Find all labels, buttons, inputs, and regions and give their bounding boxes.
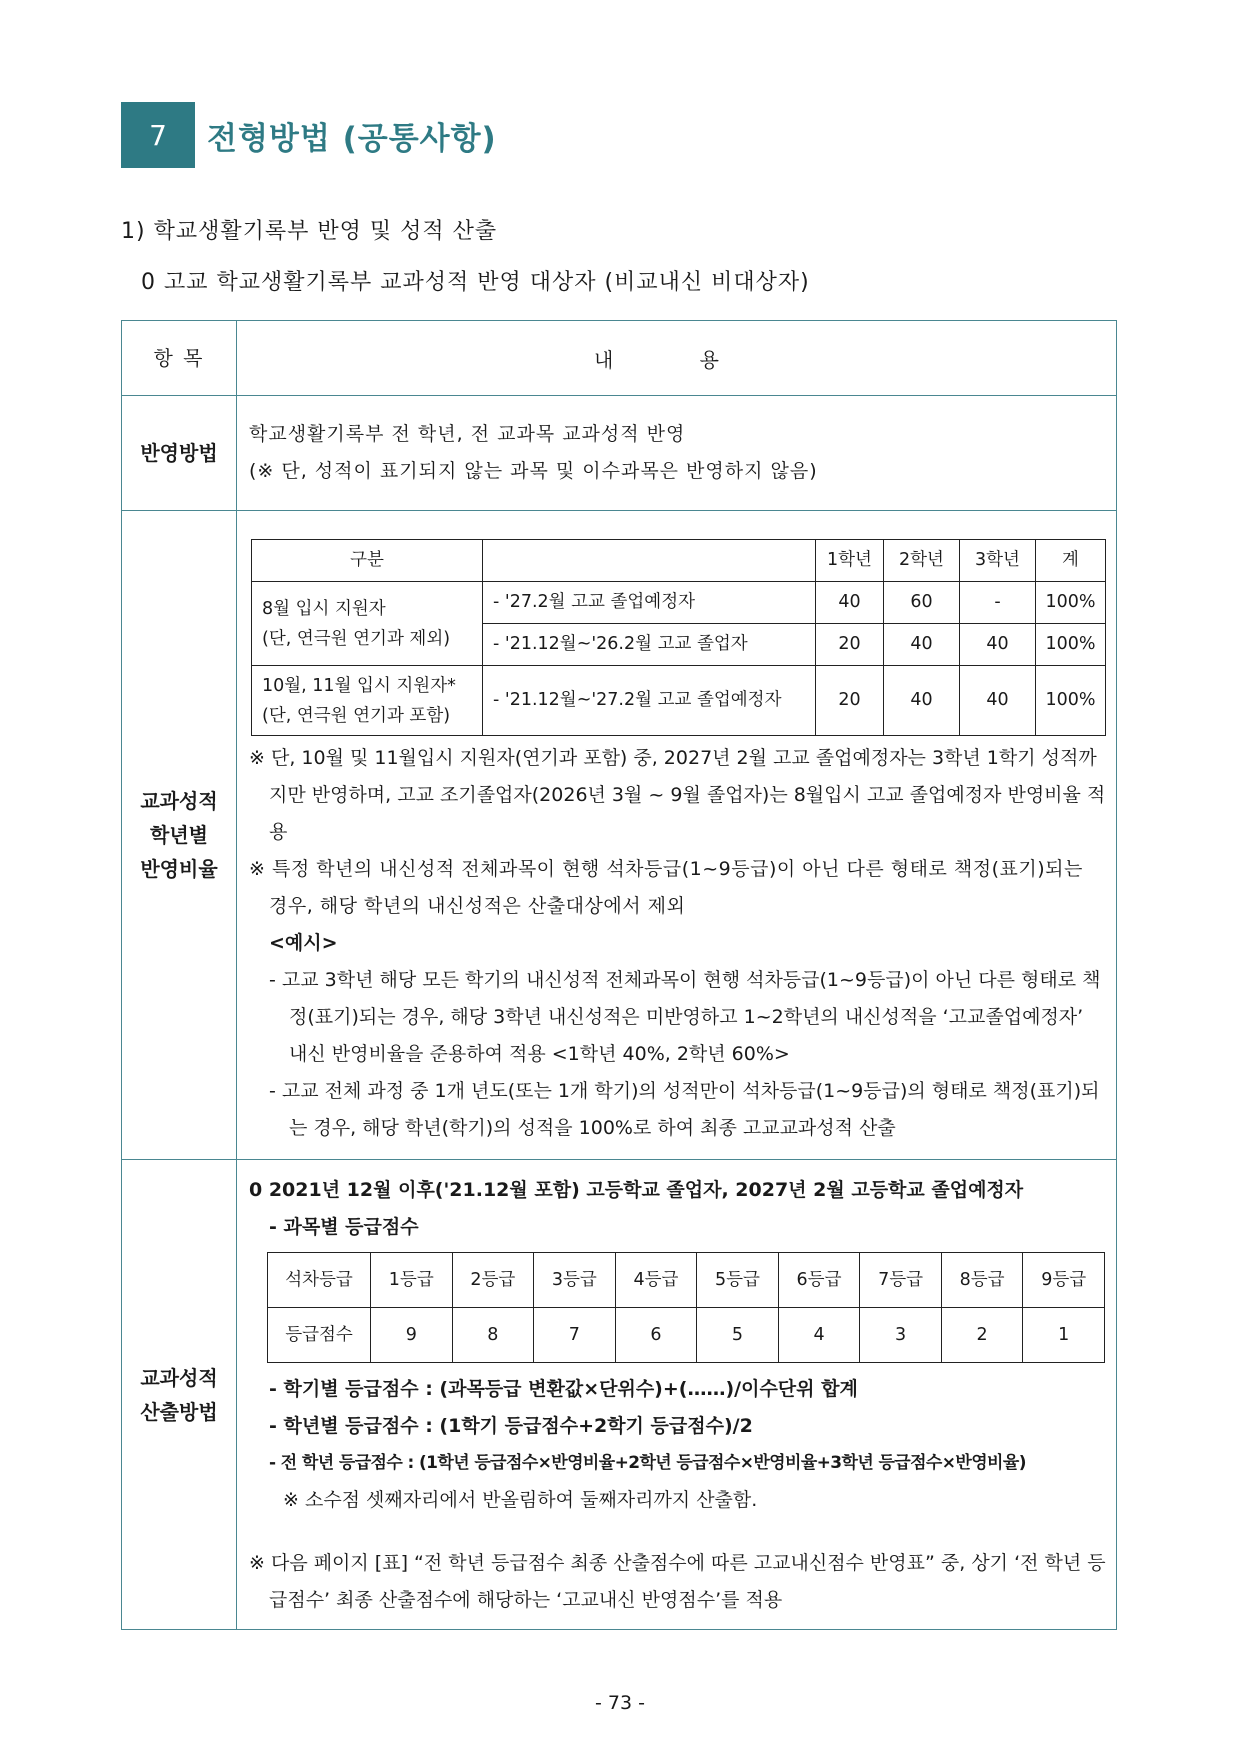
grade-cell: 1등급	[371, 1253, 453, 1308]
example-1: - 고교 3학년 해당 모든 학기의 내신성적 전체과목이 현행 석차등급(1~9등급)이 아닌 다른 형태로 책정(표기)되는 경우, 해당 3학년 내신성적은 미반영하고 1~2학년의 내신성적을 ‘고교졸업예정자’ 내신 반영비율을 준용하여 적용 <1학년 40%, 2학년 60%>	[269, 969, 1101, 1065]
calc-row	[122, 1160, 1117, 1630]
total-cell: 100%	[1036, 666, 1106, 736]
grade-cell: 3	[860, 1308, 942, 1363]
grade-cell: 4	[778, 1308, 860, 1363]
year3-cell: 40	[960, 666, 1036, 736]
grade-cell: 3등급	[534, 1253, 616, 1308]
grade-cell: 8등급	[941, 1253, 1023, 1308]
grade-cell: 등급점수	[268, 1308, 371, 1363]
ratio-label	[122, 511, 237, 1160]
inner-header-year3: 3학년	[960, 540, 1036, 582]
year3-cell: 40	[960, 624, 1036, 666]
heading-2: 0 고교 학교생활기록부 교과성적 반영 대상자 (비교내신 비대상자)	[141, 270, 810, 295]
calc-line1: 0 2021년 12월 이후('21.12월 포함) 고등학교 졸업자, 2027년 2월 고등학교 졸업예정자	[249, 1179, 1024, 1201]
method-content	[237, 396, 1117, 511]
grade-cell: 1	[1023, 1308, 1105, 1363]
grade-cell: 6등급	[778, 1253, 860, 1308]
calc-label	[122, 1160, 237, 1630]
target-cell: - '27.2월 고교 졸업예정자	[483, 582, 816, 624]
year1-cell: 20	[816, 624, 884, 666]
calc-label-1: 교과성적	[140, 1365, 218, 1390]
calc-line2: - 과목별 등급점수	[269, 1216, 419, 1238]
ratio-label-3: 반영비율	[140, 857, 218, 881]
grade-row-rank	[268, 1253, 1105, 1308]
ratio-inner-table	[251, 539, 1106, 736]
grade-cell: 7등급	[860, 1253, 942, 1308]
method-line1: 학교생활기록부 전 학년, 전 교과목 교과성적 반영	[249, 423, 686, 445]
total-cell: 100%	[1036, 582, 1106, 624]
grade-cell: 5	[697, 1308, 779, 1363]
year2-cell: 40	[884, 666, 960, 736]
year1-cell: 20	[816, 666, 884, 736]
section-title: 전형방법 (공통사항)	[207, 120, 497, 157]
formula-all: - 전 학년 등급점수 : (1학년 등급점수×반영비율+2학년 등급점수×반영비율+3학년 등급점수×반영비율)	[269, 1453, 1026, 1473]
inner-row	[252, 666, 1106, 736]
inner-header-total: 계	[1036, 540, 1106, 582]
heading-1: 1) 학교생활기록부 반영 및 성적 산출	[121, 219, 498, 244]
grade-cell: 석차등급	[268, 1253, 371, 1308]
grade-cell: 4등급	[615, 1253, 697, 1308]
target-cell: - '21.12월~'26.2월 고교 졸업자	[483, 624, 816, 666]
inner-header-year2: 2학년	[884, 540, 960, 582]
inner-header-blank	[483, 540, 816, 582]
inner-header-division: 구분	[252, 540, 483, 582]
grade-cell: 9등급	[1023, 1253, 1105, 1308]
formula-semester: - 학기별 등급점수 : (과목등급 변환값×단위수)+(……)/이수단위 합계	[269, 1378, 858, 1400]
method-line2: (※ 단, 성적이 표기되지 않는 과목 및 이수과목은 반영하지 않음)	[249, 460, 818, 482]
calc-label-2: 산출방법	[140, 1399, 218, 1424]
grade-cell: 6	[615, 1308, 697, 1363]
ratio-note-1: ※ 단, 10월 및 11월입시 지원자(연기과 포함) 중, 2027년 2월 고교 졸업예정자는 3학년 1학기 성적까지만 반영하며, 고교 조기졸업자(2026년 3월 ~ 9월 졸업자)는 8월입시 고교 졸업예정자 반영비율 적용	[249, 747, 1106, 843]
header-row	[122, 321, 1117, 396]
inner-header-year1: 1학년	[816, 540, 884, 582]
grade-cell: 9	[371, 1308, 453, 1363]
calc-note: ※ 다음 페이지 [표] “전 학년 등급점수 최종 산출점수에 따른 고교내신점수 반영표” 중, 상기 ‘전 학년 등급점수’ 최종 산출점수에 해당하는 ‘고교내신 반영점수’를 적용	[249, 1552, 1106, 1611]
grade-cell: 7	[534, 1308, 616, 1363]
applicant-aug-1: 8월 입시 지원자	[262, 598, 386, 619]
method-row	[122, 396, 1117, 511]
total-cell: 100%	[1036, 624, 1106, 666]
inner-row	[252, 582, 1106, 624]
grade-cell: 2	[941, 1308, 1023, 1363]
applicant-aug	[252, 582, 483, 666]
page-number: - 73 -	[595, 1692, 645, 1714]
header-content: 내 용	[237, 321, 1117, 396]
grade-cell: 8	[452, 1308, 534, 1363]
formula-year: - 학년별 등급점수 : (1학기 등급점수+2학기 등급점수)/2	[269, 1415, 753, 1437]
ratio-note-2: ※ 특정 학년의 내신성적 전체과목이 현행 석차등급(1~9등급)이 아닌 다른 형태로 책정(표기)되는 경우, 해당 학년의 내신성적은 산출대상에서 제외	[249, 858, 1083, 917]
applicant-aug-2: (단, 연극원 연기과 제외)	[262, 628, 451, 649]
year2-cell: 60	[884, 582, 960, 624]
calc-content	[237, 1160, 1117, 1630]
applicant-octnov-2: (단, 연극원 연기과 포함)	[262, 705, 451, 726]
ratio-row	[122, 511, 1117, 1160]
header-item: 항 목	[122, 321, 237, 396]
inner-header-row	[252, 540, 1106, 582]
year1-cell: 40	[816, 582, 884, 624]
applicant-octnov-1: 10월, 11월 입시 지원자*	[262, 675, 456, 696]
applicant-oct-nov	[252, 666, 483, 736]
example-2: - 고교 전체 과정 중 1개 년도(또는 1개 학기)의 성적만이 석차등급(1~9등급)의 형태로 책정(표기)되는 경우, 해당 학년(학기)의 성적을 100%로 하여 최종 고교교과성적 산출	[269, 1080, 1100, 1139]
grade-cell: 2등급	[452, 1253, 534, 1308]
formula-rounding-note: ※ 소수점 셋째자리에서 반올림하여 둘째자리까지 산출함.	[283, 1489, 758, 1511]
grade-table	[267, 1252, 1105, 1363]
year3-cell: -	[960, 582, 1036, 624]
grade-cell: 5등급	[697, 1253, 779, 1308]
section-number: 7	[121, 102, 195, 168]
example-title: <예시>	[269, 932, 338, 954]
target-cell: - '21.12월~'27.2월 고교 졸업예정자	[483, 666, 816, 736]
ratio-label-1: 교과성적	[140, 789, 218, 813]
grade-row-score	[268, 1308, 1105, 1363]
section-header	[121, 102, 497, 168]
method-label: 반영방법	[122, 396, 237, 511]
year2-cell: 40	[884, 624, 960, 666]
ratio-label-2: 학년별	[150, 823, 208, 847]
ratio-content	[237, 511, 1117, 1160]
main-table	[121, 320, 1117, 1630]
